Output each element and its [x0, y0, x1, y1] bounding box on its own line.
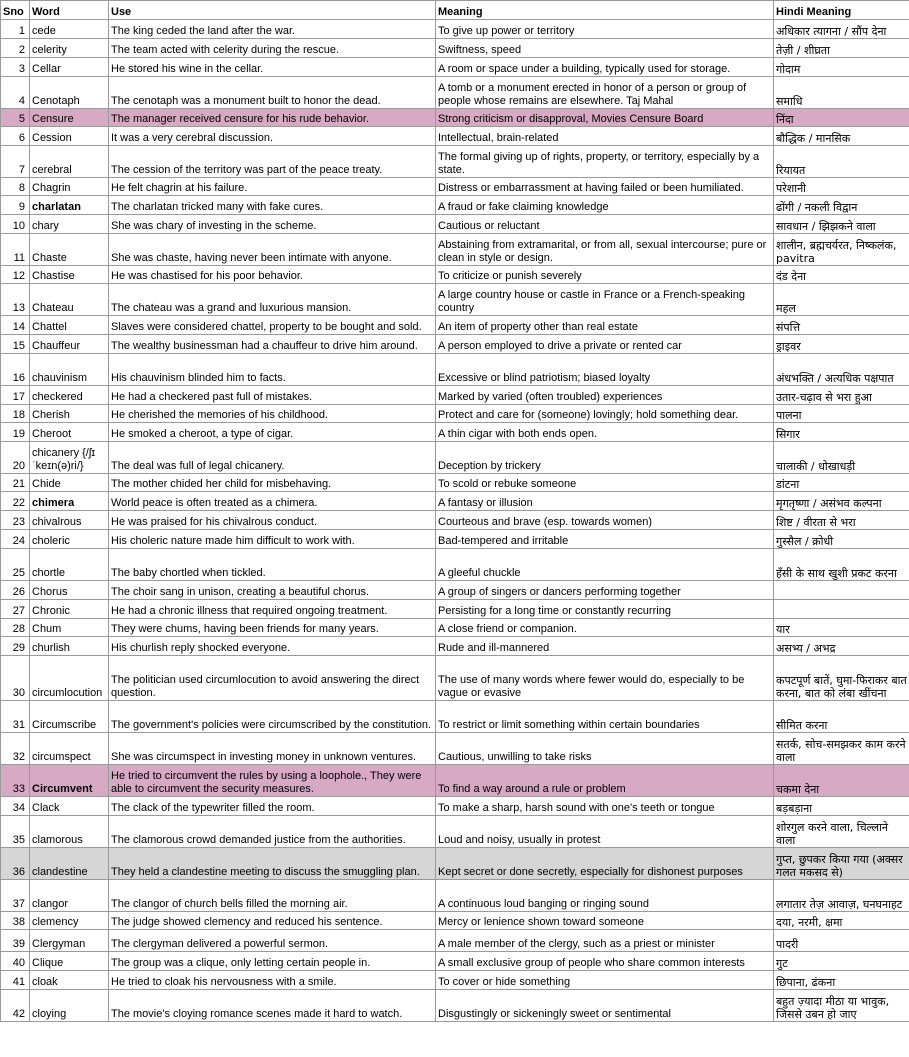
cell-meaning[interactable]: To restrict or limit something within certain boundaries: [436, 701, 774, 733]
cell-hindi-meaning[interactable]: समाधि: [774, 77, 909, 109]
cell-sno[interactable]: 20: [1, 442, 30, 474]
cell-hindi-meaning[interactable]: छिपाना, ढंकना: [774, 971, 909, 990]
table-row: [1, 816, 909, 848]
cell-sno[interactable]: 8: [1, 178, 30, 196]
cell-use[interactable]: He had a checkered past full of mistakes.: [109, 386, 436, 405]
cell-meaning[interactable]: Marked by varied (often troubled) experiences: [436, 386, 774, 405]
table-row: [1, 39, 909, 58]
table-row: [1, 316, 909, 335]
cell-hindi-meaning[interactable]: गोदाम: [774, 58, 909, 77]
cell-use[interactable]: The judge showed clemency and reduced his sentence.: [109, 912, 436, 930]
cell-hindi-meaning[interactable]: [774, 600, 909, 619]
cell-meaning[interactable]: Rude and ill-mannered: [436, 637, 774, 656]
cell-hindi-meaning[interactable]: शालीन, ब्रह्मचर्यरत, निष्कलंक, pavitra: [774, 234, 909, 266]
cell-hindi-meaning[interactable]: दया, नरमी, क्षमा: [774, 912, 909, 930]
cell-hindi-meaning[interactable]: गुट: [774, 952, 909, 971]
cell-hindi-meaning[interactable]: असभ्य / अभद्र: [774, 637, 909, 656]
cell-use[interactable]: The wealthy businessman had a chauffeur to drive him around.: [109, 335, 436, 354]
cell-use[interactable]: The cenotaph was a monument built to honor the dead.: [109, 77, 436, 109]
table-row: [1, 492, 909, 511]
cell-sno[interactable]: 41: [1, 971, 30, 990]
cell-sno[interactable]: 28: [1, 619, 30, 637]
header-word[interactable]: Word: [30, 1, 109, 20]
cell-word[interactable]: Chateau: [30, 284, 109, 316]
cell-hindi-meaning[interactable]: शोरगुल करने वाला, चिल्लाने वाला: [774, 816, 909, 848]
cell-hindi-meaning[interactable]: यार: [774, 619, 909, 637]
cell-use[interactable]: World peace is often treated as a chimera.: [109, 492, 436, 511]
cell-use[interactable]: The manager received censure for his rude behavior.: [109, 109, 436, 127]
cell-meaning[interactable]: A large country house or castle in France or a French-speaking country: [436, 284, 774, 316]
cell-word[interactable]: Circumscribe: [30, 701, 109, 733]
table-row: [1, 266, 909, 284]
cell-word[interactable]: churlish: [30, 637, 109, 656]
cell-word[interactable]: chortle: [30, 549, 109, 581]
cell-use[interactable]: He stored his wine in the cellar.: [109, 58, 436, 77]
cell-hindi-meaning[interactable]: दंड देना: [774, 266, 909, 284]
cell-use[interactable]: They held a clandestine meeting to discuss the smuggling plan.: [109, 848, 436, 880]
cell-word[interactable]: Clack: [30, 797, 109, 816]
table-row: [1, 386, 909, 405]
cell-use[interactable]: The deal was full of legal chicanery.: [109, 442, 436, 474]
cell-word[interactable]: Chattel: [30, 316, 109, 335]
table-row: [1, 912, 909, 930]
cell-hindi-meaning[interactable]: ड्राइवर: [774, 335, 909, 354]
table-row: [1, 127, 909, 146]
cell-sno[interactable]: 40: [1, 952, 30, 971]
cell-hindi-meaning[interactable]: [774, 581, 909, 600]
cell-sno[interactable]: 14: [1, 316, 30, 335]
cell-word[interactable]: Cellar: [30, 58, 109, 77]
cell-meaning[interactable]: A continuous loud banging or ringing sound: [436, 880, 774, 912]
cell-hindi-meaning[interactable]: सतर्क, सोच-समझकर काम करने वाला: [774, 733, 909, 765]
cell-sno[interactable]: 33: [1, 765, 30, 797]
cell-sno[interactable]: 17: [1, 386, 30, 405]
header-hindi-meaning[interactable]: Hindi Meaning: [774, 1, 909, 20]
cell-meaning[interactable]: A gleeful chuckle: [436, 549, 774, 581]
cell-sno[interactable]: 24: [1, 530, 30, 549]
cell-meaning[interactable]: Mercy or lenience shown toward someone: [436, 912, 774, 930]
cell-hindi-meaning[interactable]: सावधान / झिझकने वाला: [774, 215, 909, 234]
cell-meaning[interactable]: The use of many words where fewer would do, especially to be vague or evasive: [436, 656, 774, 701]
cell-hindi-meaning[interactable]: पादरी: [774, 930, 909, 952]
cell-hindi-meaning[interactable]: गुस्सैल / क्रोधी: [774, 530, 909, 549]
cell-word[interactable]: Chorus: [30, 581, 109, 600]
cell-word[interactable]: checkered: [30, 386, 109, 405]
cell-sno[interactable]: 37: [1, 880, 30, 912]
cell-use[interactable]: He tried to cloak his nervousness with a smile.: [109, 971, 436, 990]
cell-hindi-meaning[interactable]: परेशानी: [774, 178, 909, 196]
cell-meaning[interactable]: A male member of the clergy, such as a priest or minister: [436, 930, 774, 952]
cell-sno[interactable]: 32: [1, 733, 30, 765]
cell-meaning[interactable]: Excessive or blind patriotism; biased loyalty: [436, 354, 774, 386]
cell-meaning[interactable]: Disgustingly or sickeningly sweet or sentimental: [436, 990, 774, 1022]
table-row: [1, 215, 909, 234]
table-row: [1, 77, 909, 109]
cell-use[interactable]: She was circumspect in investing money in unknown ventures.: [109, 733, 436, 765]
cell-use[interactable]: The chateau was a grand and luxurious mansion.: [109, 284, 436, 316]
cell-use[interactable]: His churlish reply shocked everyone.: [109, 637, 436, 656]
header-sno[interactable]: Sno: [1, 1, 30, 20]
cell-use[interactable]: The clergyman delivered a powerful sermon.: [109, 930, 436, 952]
cell-word[interactable]: Chastise: [30, 266, 109, 284]
cell-meaning[interactable]: A small exclusive group of people who share common interests: [436, 952, 774, 971]
cell-use[interactable]: He was praised for his chivalrous conduct.: [109, 511, 436, 530]
cell-meaning[interactable]: The formal giving up of rights, property, or territory, especially by a state.: [436, 146, 774, 178]
cell-use[interactable]: The team acted with celerity during the rescue.: [109, 39, 436, 58]
cell-word[interactable]: cloying: [30, 990, 109, 1022]
cell-use[interactable]: She was chary of investing in the scheme.: [109, 215, 436, 234]
cell-use[interactable]: The mother chided her child for misbehaving.: [109, 474, 436, 492]
cell-sno[interactable]: 3: [1, 58, 30, 77]
cell-sno[interactable]: 18: [1, 405, 30, 423]
cell-use[interactable]: They were chums, having been friends for many years.: [109, 619, 436, 637]
cell-use[interactable]: The cession of the territory was part of the peace treaty.: [109, 146, 436, 178]
cell-use[interactable]: The king ceded the land after the war.: [109, 20, 436, 39]
header-row: [1, 1, 909, 20]
cell-meaning[interactable]: Persisting for a long time or constantly recurring: [436, 600, 774, 619]
table-row: [1, 196, 909, 215]
cell-meaning[interactable]: To scold or rebuke someone: [436, 474, 774, 492]
header-use[interactable]: Use: [109, 1, 436, 20]
cell-meaning[interactable]: Kept secret or done secretly, especially for dishonest purposes: [436, 848, 774, 880]
cell-word[interactable]: cede: [30, 20, 109, 39]
table-row: [1, 797, 909, 816]
cell-word[interactable]: Chronic: [30, 600, 109, 619]
table-row: [1, 354, 909, 386]
cell-sno[interactable]: 42: [1, 990, 30, 1022]
cell-sno[interactable]: 13: [1, 284, 30, 316]
cell-word[interactable]: cerebral: [30, 146, 109, 178]
cell-use[interactable]: He had a chronic illness that required ongoing treatment.: [109, 600, 436, 619]
cell-hindi-meaning[interactable]: महल: [774, 284, 909, 316]
cell-word[interactable]: Chide: [30, 474, 109, 492]
table-row: [1, 549, 909, 581]
cell-hindi-meaning[interactable]: रियायत: [774, 146, 909, 178]
cell-word[interactable]: clemency: [30, 912, 109, 930]
cell-meaning[interactable]: A fraud or fake claiming knowledge: [436, 196, 774, 215]
cell-hindi-meaning[interactable]: चकमा देना: [774, 765, 909, 797]
cell-meaning[interactable]: A fantasy or illusion: [436, 492, 774, 511]
table-row: [1, 442, 909, 474]
table-row: [1, 600, 909, 619]
cell-use[interactable]: His choleric nature made him difficult to work with.: [109, 530, 436, 549]
table-row: [1, 701, 909, 733]
cell-meaning[interactable]: A close friend or companion.: [436, 619, 774, 637]
table-row: [1, 581, 909, 600]
cell-use[interactable]: His chauvinism blinded him to facts.: [109, 354, 436, 386]
cell-meaning[interactable]: Distress or embarrassment at having failed or been humiliated.: [436, 178, 774, 196]
cell-hindi-meaning[interactable]: संपत्ति: [774, 316, 909, 335]
cell-use[interactable]: The clamorous crowd demanded justice from the authorities.: [109, 816, 436, 848]
cell-word[interactable]: chimera: [30, 492, 109, 511]
cell-sno[interactable]: 16: [1, 354, 30, 386]
cell-sno[interactable]: 7: [1, 146, 30, 178]
cell-use[interactable]: He cherished the memories of his childhood.: [109, 405, 436, 423]
cell-meaning[interactable]: Swiftness, speed: [436, 39, 774, 58]
cell-word[interactable]: chauvinism: [30, 354, 109, 386]
cell-word[interactable]: Circumvent: [30, 765, 109, 797]
cell-hindi-meaning[interactable]: कपटपूर्ण बातें, घुमा-फिराकर बात करना, बात को लंबा खींचना: [774, 656, 909, 701]
cell-sno[interactable]: 30: [1, 656, 30, 701]
cell-hindi-meaning[interactable]: बड़बड़ाना: [774, 797, 909, 816]
cell-meaning[interactable]: To find a way around a rule or problem: [436, 765, 774, 797]
table-row: [1, 733, 909, 765]
cell-use[interactable]: The clack of the typewriter filled the room.: [109, 797, 436, 816]
cell-sno[interactable]: 15: [1, 335, 30, 354]
cell-word[interactable]: Clergyman: [30, 930, 109, 952]
cell-word[interactable]: choleric: [30, 530, 109, 549]
cell-sno[interactable]: 11: [1, 234, 30, 266]
cell-meaning[interactable]: To make a sharp, harsh sound with one's teeth or tongue: [436, 797, 774, 816]
cell-meaning[interactable]: Intellectual, brain-related: [436, 127, 774, 146]
cell-sno[interactable]: 1: [1, 20, 30, 39]
table-row: [1, 637, 909, 656]
cell-meaning[interactable]: Deception by trickery: [436, 442, 774, 474]
table-row: [1, 765, 909, 797]
table-row: [1, 335, 909, 354]
table-row: [1, 474, 909, 492]
cell-hindi-meaning[interactable]: तेज़ी / शीघ्रता: [774, 39, 909, 58]
cell-use[interactable]: He felt chagrin at his failure.: [109, 178, 436, 196]
cell-use[interactable]: The government's policies were circumscribed by the constitution.: [109, 701, 436, 733]
cell-word[interactable]: clandestine: [30, 848, 109, 880]
cell-meaning[interactable]: Cautious, unwilling to take risks: [436, 733, 774, 765]
table-row: [1, 511, 909, 530]
table-row: [1, 971, 909, 990]
cell-word[interactable]: Cheroot: [30, 423, 109, 442]
table-row: [1, 58, 909, 77]
cell-sno[interactable]: 23: [1, 511, 30, 530]
cell-sno[interactable]: 38: [1, 912, 30, 930]
cell-use[interactable]: He tried to circumvent the rules by using a loophole., They were able to circumvent the security measures.: [109, 765, 436, 797]
cell-sno[interactable]: 5: [1, 109, 30, 127]
cell-hindi-meaning[interactable]: डांटना: [774, 474, 909, 492]
cell-meaning[interactable]: Courteous and brave (esp. towards women): [436, 511, 774, 530]
cell-use[interactable]: The politician used circumlocution to avoid answering the direct question.: [109, 656, 436, 701]
table-row: [1, 619, 909, 637]
cell-word[interactable]: charlatan: [30, 196, 109, 215]
cell-meaning[interactable]: Cautious or reluctant: [436, 215, 774, 234]
cell-hindi-meaning[interactable]: लगातार तेज़ आवाज़, घनघनाहट: [774, 880, 909, 912]
cell-word[interactable]: circumlocution: [30, 656, 109, 701]
cell-hindi-meaning[interactable]: सिगार: [774, 423, 909, 442]
cell-word[interactable]: celerity: [30, 39, 109, 58]
cell-hindi-meaning[interactable]: चालाकी / धोखाधड़ी: [774, 442, 909, 474]
cell-sno[interactable]: 2: [1, 39, 30, 58]
cell-use[interactable]: Slaves were considered chattel, property to be bought and sold.: [109, 316, 436, 335]
cell-word[interactable]: Cenotaph: [30, 77, 109, 109]
cell-word[interactable]: Chaste: [30, 234, 109, 266]
cell-hindi-meaning[interactable]: गुप्त, छुपकर किया गया (अक्सर गलत मकसद से): [774, 848, 909, 880]
cell-meaning[interactable]: Strong criticism or disapproval, Movies Censure Board: [436, 109, 774, 127]
cell-meaning[interactable]: To give up power or territory: [436, 20, 774, 39]
cell-word[interactable]: clamorous: [30, 816, 109, 848]
cell-sno[interactable]: 34: [1, 797, 30, 816]
cell-hindi-meaning[interactable]: शिष्ट / वीरता से भरा: [774, 511, 909, 530]
cell-sno[interactable]: 21: [1, 474, 30, 492]
cell-meaning[interactable]: Bad-tempered and irritable: [436, 530, 774, 549]
cell-sno[interactable]: 25: [1, 549, 30, 581]
cell-use[interactable]: The group was a clique, only letting certain people in.: [109, 952, 436, 971]
cell-sno[interactable]: 4: [1, 77, 30, 109]
cell-word[interactable]: chary: [30, 215, 109, 234]
cell-sno[interactable]: 9: [1, 196, 30, 215]
cell-use[interactable]: The choir sang in unison, creating a beautiful chorus.: [109, 581, 436, 600]
cell-hindi-meaning[interactable]: बौद्धिक / मानसिक: [774, 127, 909, 146]
cell-word[interactable]: Chagrin: [30, 178, 109, 196]
cell-meaning[interactable]: A thin cigar with both ends open.: [436, 423, 774, 442]
cell-word[interactable]: Cherish: [30, 405, 109, 423]
table-row: [1, 848, 909, 880]
table-row: [1, 880, 909, 912]
cell-hindi-meaning[interactable]: उतार-चढ़ाव से भरा हुआ: [774, 386, 909, 405]
cell-word[interactable]: Censure: [30, 109, 109, 127]
cell-use[interactable]: The charlatan tricked many with fake cures.: [109, 196, 436, 215]
cell-sno[interactable]: 19: [1, 423, 30, 442]
cell-word[interactable]: Chum: [30, 619, 109, 637]
cell-word[interactable]: Clique: [30, 952, 109, 971]
cell-hindi-meaning[interactable]: बहुत ज़्यादा मीठा या भावुक, जिससे उबन हो जाए: [774, 990, 909, 1022]
table-row: [1, 284, 909, 316]
cell-sno[interactable]: 22: [1, 492, 30, 511]
table-row: [1, 234, 909, 266]
table-row: [1, 990, 909, 1022]
cell-hindi-meaning[interactable]: हँसी के साथ खुशी प्रकट करना: [774, 549, 909, 581]
table-row: [1, 530, 909, 549]
cell-meaning[interactable]: A person employed to drive a private or rented car: [436, 335, 774, 354]
cell-hindi-meaning[interactable]: निंदा: [774, 109, 909, 127]
table-row: [1, 178, 909, 196]
cell-hindi-meaning[interactable]: अधिकार त्यागना / सौंप देना: [774, 20, 909, 39]
cell-hindi-meaning[interactable]: अंधभक्ति / अत्यधिक पक्षपात: [774, 354, 909, 386]
cell-use[interactable]: She was chaste, having never been intimate with anyone.: [109, 234, 436, 266]
cell-sno[interactable]: 26: [1, 581, 30, 600]
cell-meaning[interactable]: A group of singers or dancers performing together: [436, 581, 774, 600]
cell-sno[interactable]: 36: [1, 848, 30, 880]
table-row: [1, 423, 909, 442]
cell-hindi-meaning[interactable]: सीमित करना: [774, 701, 909, 733]
cell-meaning[interactable]: To criticize or punish severely: [436, 266, 774, 284]
cell-hindi-meaning[interactable]: पालना: [774, 405, 909, 423]
cell-use[interactable]: The movie's cloying romance scenes made it hard to watch.: [109, 990, 436, 1022]
cell-meaning[interactable]: Protect and care for (someone) lovingly; hold something dear.: [436, 405, 774, 423]
header-meaning[interactable]: Meaning: [436, 1, 774, 20]
cell-word[interactable]: chicanery {/ʃɪˈkeɪn(ə)ri/}: [30, 442, 109, 474]
cell-hindi-meaning[interactable]: मृगतृष्णा / असंभव कल्पना: [774, 492, 909, 511]
table-row: [1, 930, 909, 952]
cell-meaning[interactable]: Loud and noisy, usually in protest: [436, 816, 774, 848]
cell-meaning[interactable]: A room or space under a building, typically used for storage.: [436, 58, 774, 77]
cell-sno[interactable]: 31: [1, 701, 30, 733]
cell-word[interactable]: circumspect: [30, 733, 109, 765]
cell-meaning[interactable]: A tomb or a monument erected in honor of a person or group of people whose remains are elsewhere. Taj Mahal: [436, 77, 774, 109]
cell-use[interactable]: He was chastised for his poor behavior.: [109, 266, 436, 284]
table-row: [1, 146, 909, 178]
cell-sno[interactable]: 29: [1, 637, 30, 656]
table-row: [1, 405, 909, 423]
cell-meaning[interactable]: An item of property other than real estate: [436, 316, 774, 335]
cell-use[interactable]: It was a very cerebral discussion.: [109, 127, 436, 146]
cell-word[interactable]: Cession: [30, 127, 109, 146]
cell-sno[interactable]: 39: [1, 930, 30, 952]
table-row: [1, 109, 909, 127]
table-row: [1, 20, 909, 39]
table-row: [1, 656, 909, 701]
cell-sno[interactable]: 6: [1, 127, 30, 146]
cell-word[interactable]: cloak: [30, 971, 109, 990]
cell-word[interactable]: chivalrous: [30, 511, 109, 530]
cell-meaning[interactable]: To cover or hide something: [436, 971, 774, 990]
cell-sno[interactable]: 35: [1, 816, 30, 848]
table-row: [1, 952, 909, 971]
cell-sno[interactable]: 10: [1, 215, 30, 234]
cell-use[interactable]: The baby chortled when tickled.: [109, 549, 436, 581]
cell-hindi-meaning[interactable]: ढोंगी / नकली विद्वान: [774, 196, 909, 215]
cell-sno[interactable]: 12: [1, 266, 30, 284]
cell-word[interactable]: clangor: [30, 880, 109, 912]
cell-meaning[interactable]: Abstaining from extramarital, or from all, sexual intercourse; pure or clean in style or design.: [436, 234, 774, 266]
cell-use[interactable]: He smoked a cheroot, a type of cigar.: [109, 423, 436, 442]
cell-word[interactable]: Chauffeur: [30, 335, 109, 354]
cell-use[interactable]: The clangor of church bells filled the morning air.: [109, 880, 436, 912]
cell-sno[interactable]: 27: [1, 600, 30, 619]
